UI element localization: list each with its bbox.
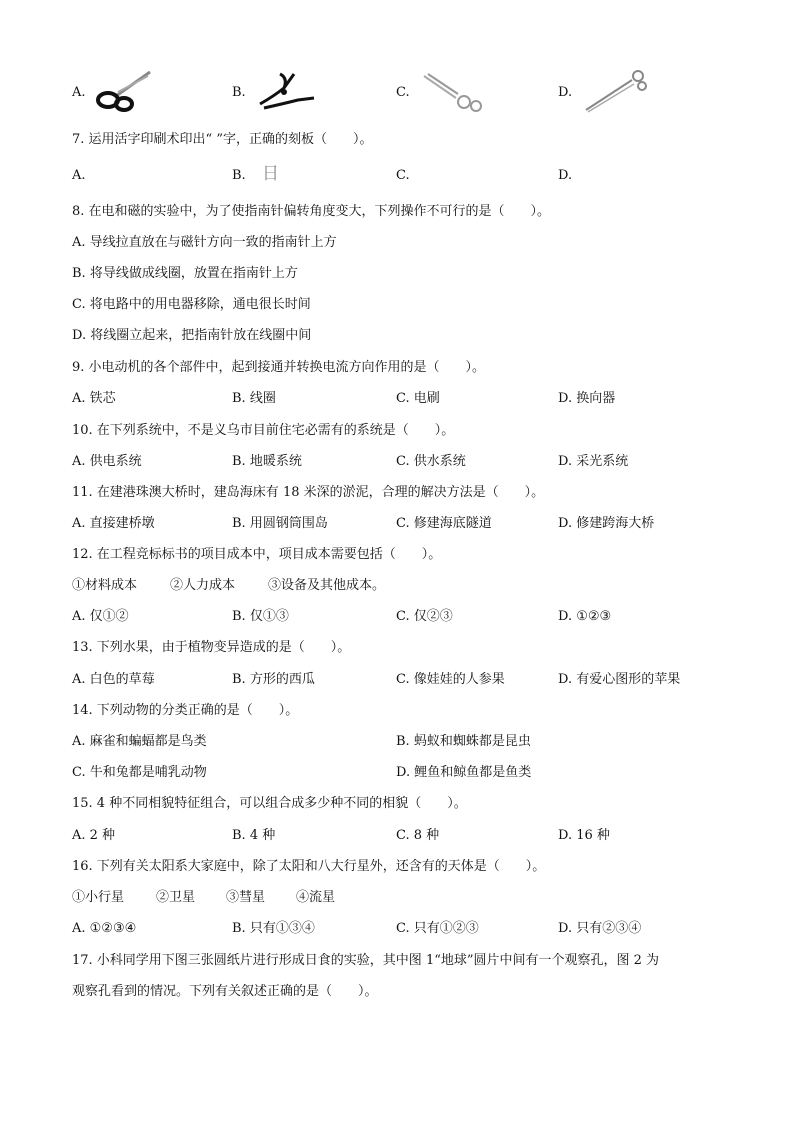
q7-option-a: A. [72, 168, 86, 183]
q7-option-c: C. [396, 168, 410, 183]
q15-option-b: B. 4 种 [232, 828, 276, 843]
pruning-shears-icon [254, 70, 318, 112]
q11-option-b: B. 用圆钢筒围岛 [232, 516, 328, 531]
q16-option-d: D. 只有②③④ [558, 921, 642, 936]
q16-item-1: ①小行星 [72, 890, 125, 905]
q13-option-b: B. 方形的西瓜 [232, 672, 315, 687]
q10-option-a: A. 供电系统 [72, 454, 142, 469]
q17-stem-line1: 17. 小科同学用下图三张圆纸片进行形成日食的实验，其中图 1“地球”圆片中间有一个观察孔，图 2 为 [72, 953, 660, 968]
q14-option-b: B. 蚂蚁和蜘蛛都是昆虫 [396, 734, 531, 749]
q11-option-c: C. 修建海底隧道 [396, 516, 492, 531]
q13-option-d: D. 有爱心图形的苹果 [558, 672, 681, 687]
q16-option-b: B. 只有①③④ [232, 921, 315, 936]
q14-option-c: C. 牛和兔都是哺乳动物 [72, 765, 207, 780]
q7-option-b: B. [232, 168, 246, 183]
q16-option-a: A. ①②③④ [72, 921, 137, 936]
q8-option-c: C. 将电路中的用电器移除，通电很长时间 [72, 297, 311, 312]
q10-option-b: B. 地暖系统 [232, 454, 302, 469]
q12-option-c: C. 仅②③ [396, 609, 453, 624]
q10-stem: 10. 在下列系统中，不是义乌市目前住宅必需有的系统是（ ）。 [72, 423, 455, 438]
q12-item-3: ③设备及其他成本。 [268, 578, 386, 593]
q12-item-2: ②人力成本 [170, 578, 236, 593]
thinning-scissors-icon [420, 72, 484, 116]
q15-option-c: C. 8 种 [396, 828, 440, 843]
q10-option-c: C. 供水系统 [396, 454, 466, 469]
q14-option-d: D. 鲤鱼和鲸鱼都是鱼类 [396, 765, 532, 780]
q7-stem: 7. 运用活字印刷术印出“ ”字，正确的刻板（ ）。 [72, 132, 373, 147]
q9-stem: 9. 小电动机的各个部件中，起到接通并转换电流方向作用的是（ ）。 [72, 360, 486, 375]
q13-option-c: C. 像娃娃的人参果 [396, 672, 505, 687]
q11-stem: 11. 在建港珠澳大桥时，建岛海床有 18 米深的淤泥，合理的解决方法是（ ）。 [72, 485, 545, 500]
q9-option-c: C. 电刷 [396, 391, 440, 406]
q9-option-b: B. 线圈 [232, 391, 276, 406]
q14-stem: 14. 下列动物的分类正确的是（ ）。 [72, 703, 299, 718]
q17-stem-line2: 观察孔看到的情况。下列有关叙述正确的是（ ）。 [72, 984, 378, 999]
q9-option-a: A. 铁芯 [72, 391, 116, 406]
q16-item-2: ②卫星 [156, 890, 196, 905]
q6-option-a-letter: A. [72, 85, 86, 100]
scissors-icon [94, 70, 156, 112]
q12-option-b: B. 仅①③ [232, 609, 289, 624]
q12-item-1: ①材料成本 [72, 578, 138, 593]
q15-option-d: D. 16 种 [558, 828, 610, 843]
q6-option-c-letter: C. [396, 85, 410, 100]
q13-option-a: A. 白色的草莓 [72, 672, 155, 687]
q16-option-c: C. 只有①②③ [396, 921, 479, 936]
q9-option-d: D. 换向器 [558, 391, 616, 406]
q12-option-d: D. ①②③ [558, 609, 612, 624]
q7-option-d: D. [558, 168, 573, 183]
q8-option-a: A. 导线拉直放在与磁针方向一致的指南针上方 [72, 235, 337, 250]
q16-stem: 16. 下列有关太阳系大家庭中，除了太阳和八大行星外，还含有的天体是（ ）。 [72, 859, 546, 874]
q11-option-d: D. 修建跨海大桥 [558, 516, 655, 531]
q12-stem: 12. 在工程竞标标书的项目成本中，项目成本需要包括（ ）。 [72, 547, 442, 562]
q12-option-a: A. 仅①② [72, 609, 129, 624]
q7-option-b-glyph: 日 [262, 164, 279, 184]
q8-stem: 8. 在电和磁的实验中，为了使指南针偏转角度变大，下列操作不可行的是（ ）。 [72, 204, 551, 219]
q14-option-a: A. 麻雀和蝙蝠都是鸟类 [72, 734, 207, 749]
q16-item-3: ③彗星 [226, 890, 266, 905]
q11-option-a: A. 直接建桥墩 [72, 516, 155, 531]
q6-option-d-letter: D. [558, 85, 573, 100]
q15-stem: 15. 4 种不同相貌特征组合，可以组合成多少种不同的相貌（ ）。 [72, 796, 467, 811]
q13-stem: 13. 下列水果，由于植物变异造成的是（ ）。 [72, 640, 351, 655]
q6-option-b-letter: B. [232, 85, 246, 100]
q8-option-b: B. 将导线做成线圈，放置在指南针上方 [72, 266, 298, 281]
q16-item-4: ④流星 [296, 890, 336, 905]
q8-option-d: D. 将线圈立起来，把指南针放在线圈中间 [72, 328, 312, 343]
q10-option-d: D. 采光系统 [558, 454, 629, 469]
long-scissors-icon [582, 70, 648, 114]
q15-option-a: A. 2 种 [72, 828, 116, 843]
